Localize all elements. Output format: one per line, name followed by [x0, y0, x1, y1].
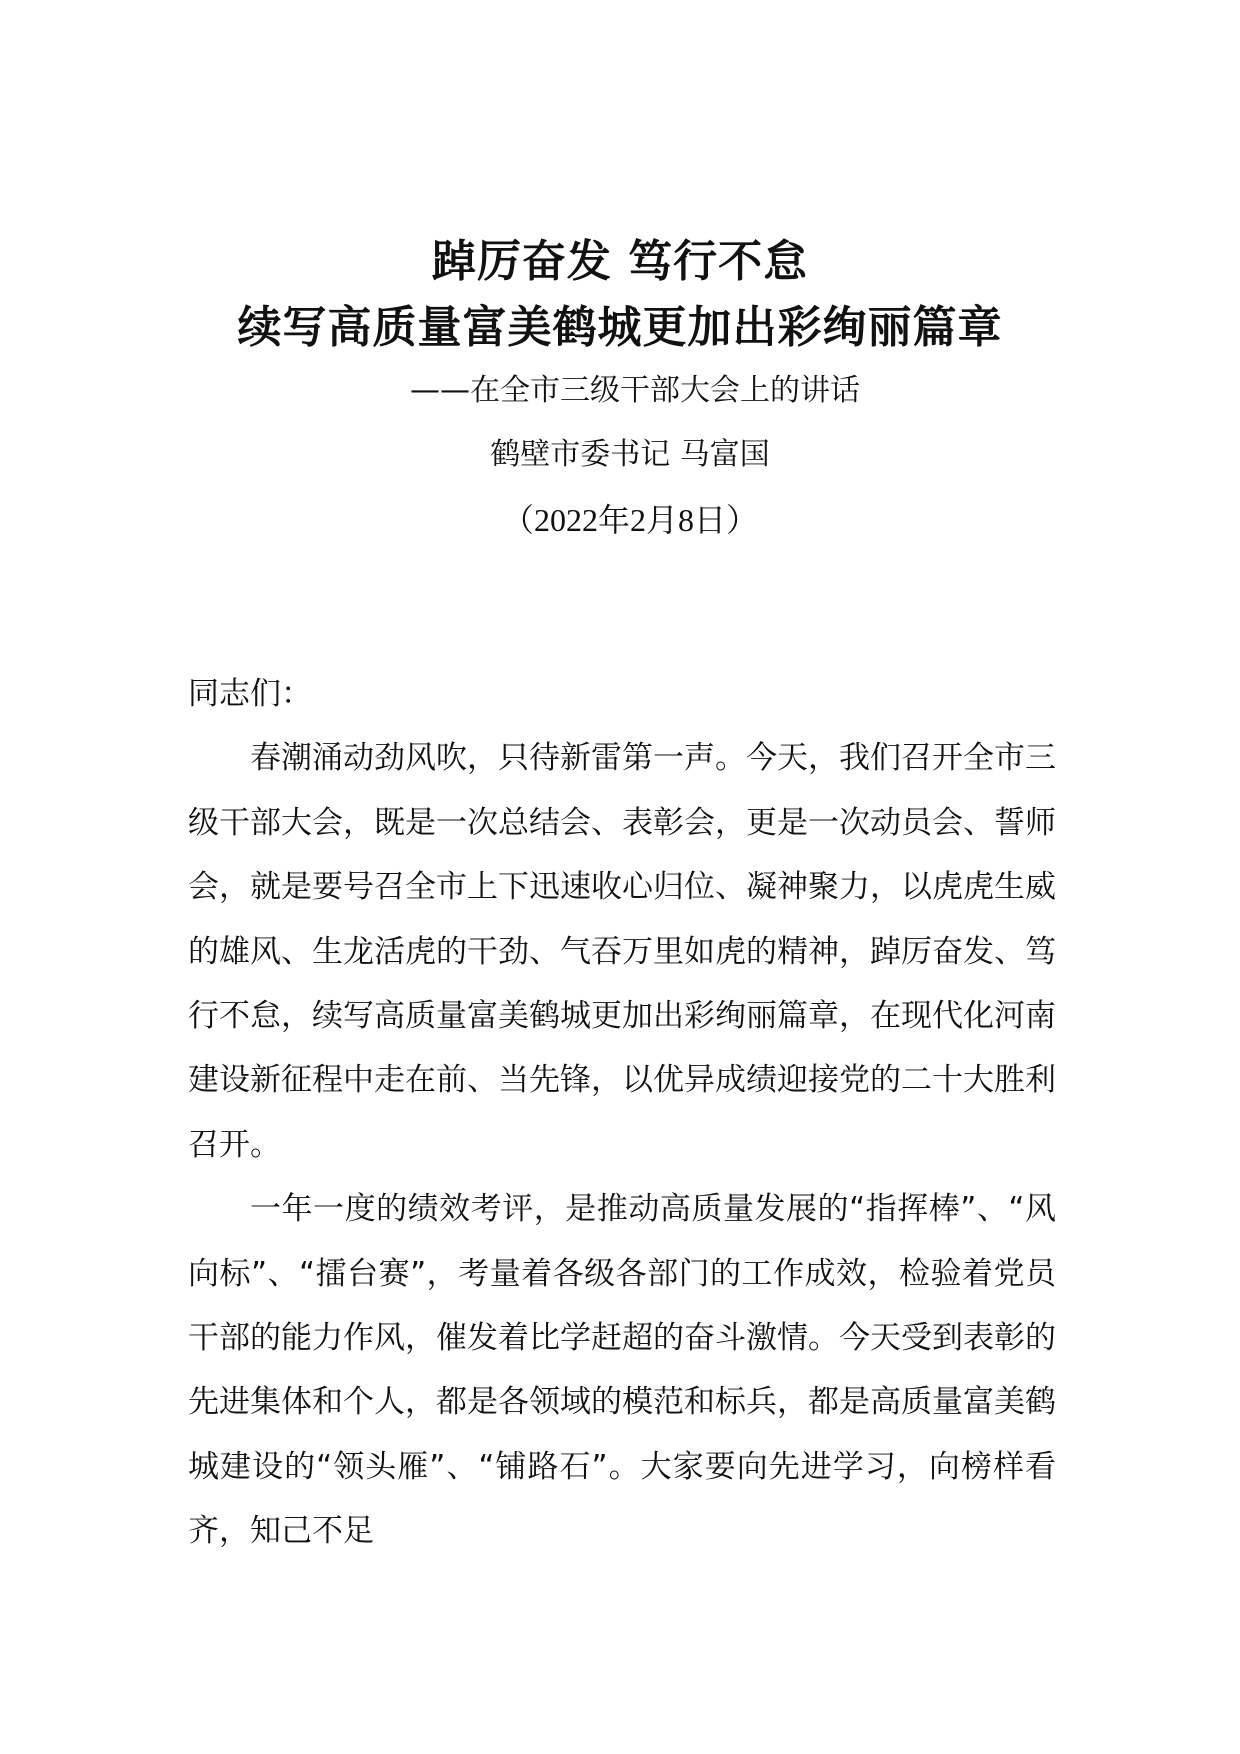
paragraph-2: 一年一度的绩效考评，是推动高质量发展的“指挥棒”、“风向标”、“擂台赛”，考量着各级各部门的工作成效，检验着党员干部的能力作风，催发着比学赶超的奋斗激情。今天受到表彰的先进集体和个人，都是各领域的模范和标兵，都是高质量富美鹤城建设的“领头雁”、“铺路石”。大家要向先进学习，向榜样看齐，知己不足 [188, 1191, 1056, 1550]
date-line: （2022年2月8日） [501, 502, 758, 538]
salutation: 同志们： [188, 676, 312, 712]
body-text [188, 662, 1056, 1564]
title-line-2: 续写高质量富美鹤城更加出彩绚丽篇章 [237, 302, 1003, 353]
paragraph-1: 春潮涌动劲风吹，只待新雷第一声。今天，我们召开全市三级干部大会，既是一次总结会、表彰会，更是一次动员会、誓师会，就是要号召全市上下迅速收心归位、凝神聚力，以虎虎生威的雄风、生龙活虎的干劲、气吞万里如虎的精神，踔厉奋发、笃行不怠，续写高质量富美鹤城更加出彩绚丽篇章，在现代化河南建设新征程中走在前、当先锋，以优异成绩迎接党的二十大胜利召开。 [188, 740, 1056, 1163]
author-line: 鹤壁市委书记 马富国 [490, 437, 770, 472]
speech-subtitle: ——在全市三级干部大会上的讲话 [410, 373, 860, 408]
title-line-1: 踔厉奋发 笃行不怠 [431, 236, 809, 287]
